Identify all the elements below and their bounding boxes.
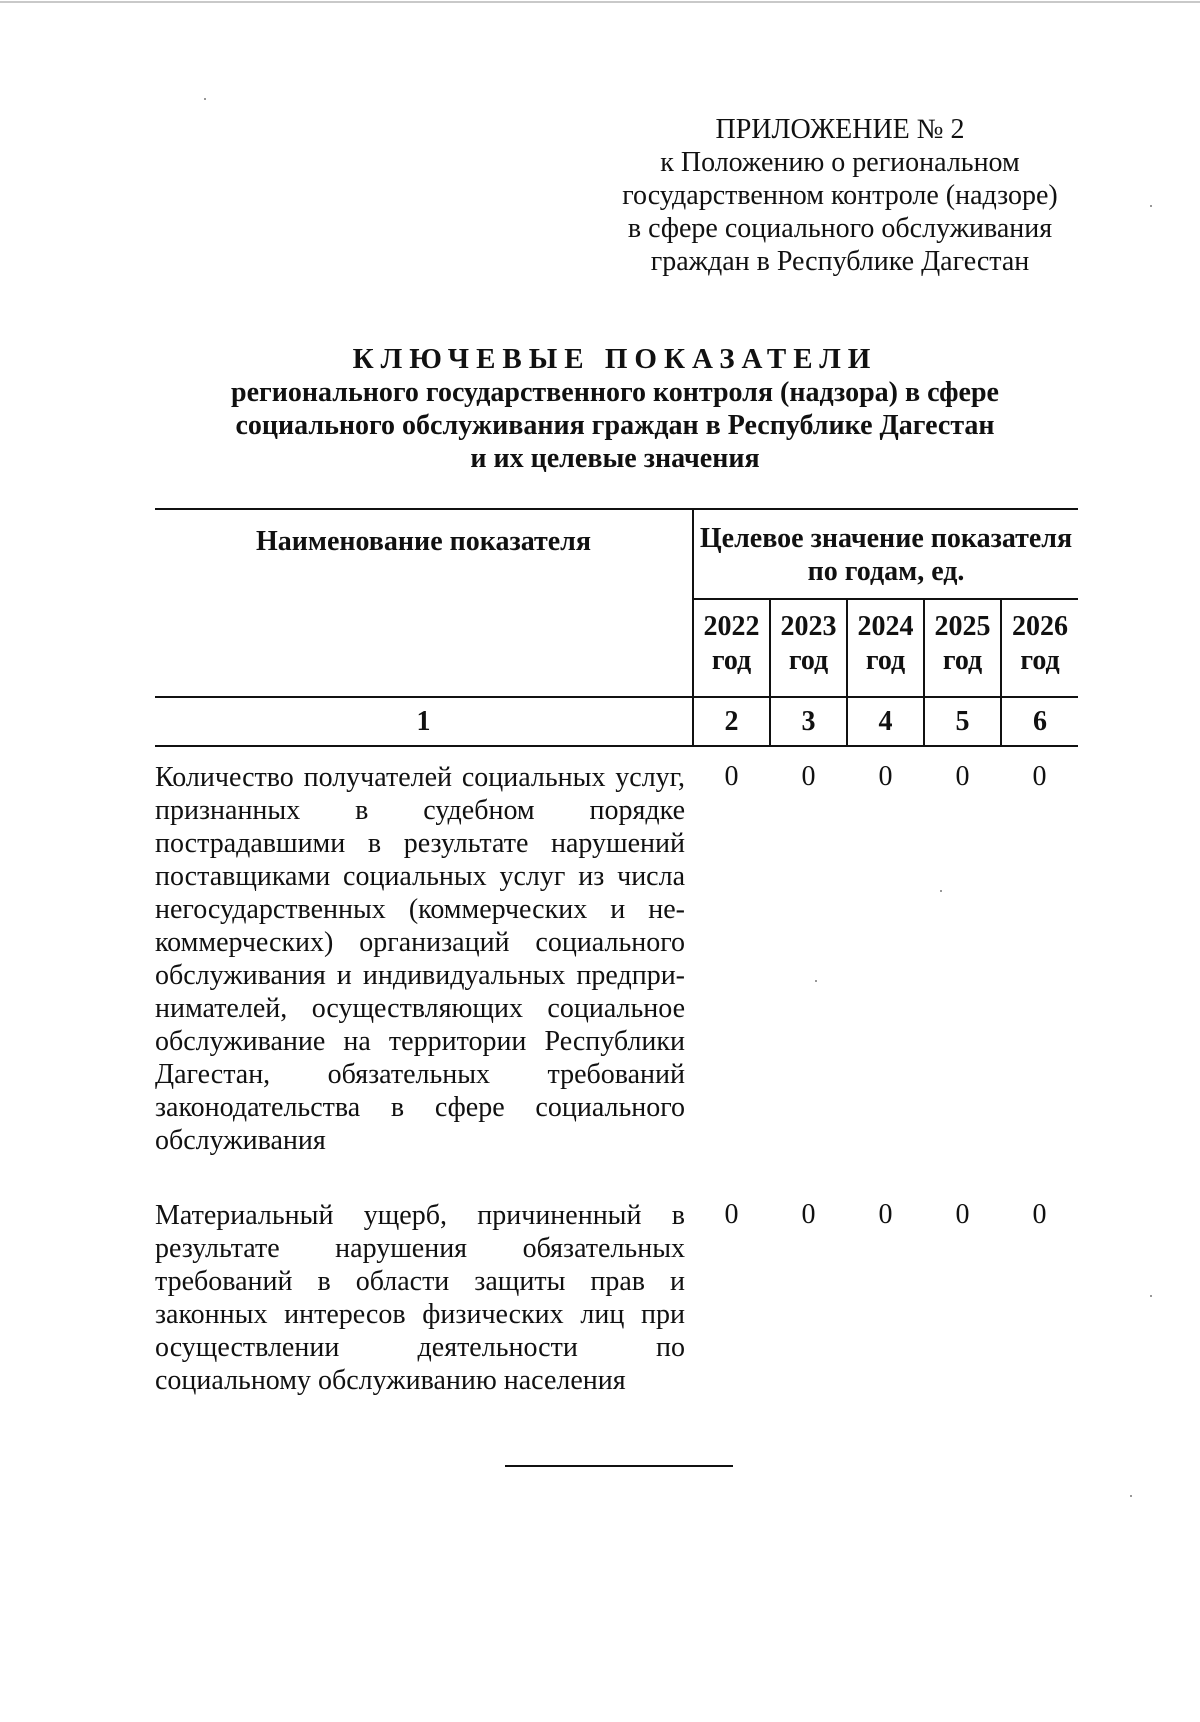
column-number-row xyxy=(155,697,1078,746)
year-unit: год xyxy=(1020,645,1060,676)
annex-block xyxy=(600,113,1080,278)
header-year xyxy=(693,599,770,697)
column-number: 4 xyxy=(847,697,924,746)
annex-line: к Положению о региональном xyxy=(660,147,1020,178)
target-value: 0 xyxy=(724,1199,739,1230)
header-year xyxy=(847,599,924,697)
year-unit: год xyxy=(711,645,752,676)
scan-speck xyxy=(1130,1495,1132,1497)
table-row xyxy=(155,1185,1078,1425)
title-caps: КЛЮЧЕВЫЕ ПОКАЗАТЕЛИ xyxy=(352,343,878,375)
target-value: 0 xyxy=(878,1199,893,1230)
header-year xyxy=(924,599,1001,697)
year-label: 2026 xyxy=(1012,611,1069,642)
table-row xyxy=(155,746,1078,1185)
indicator-name: Материальный ущерб, причиненный в результате нарушения обязательных требований в области защиты прав и законных интересов физических лиц при осуществлении деятельности по социальному обслуживанию населения xyxy=(155,1200,685,1396)
scan-speck xyxy=(204,98,206,100)
year-label: 2025 xyxy=(934,611,991,642)
annex-number: ПРИЛОЖЕНИЕ № 2 xyxy=(715,114,965,145)
year-label: 2022 xyxy=(703,611,760,642)
annex-line: граждан в Республике Дагестан xyxy=(650,246,1030,277)
year-unit: год xyxy=(788,645,829,676)
target-value: 0 xyxy=(955,761,970,792)
title-line: социального обслуживания граждан в Республике Дагестан xyxy=(235,410,995,441)
annex-line: в сфере социального обслуживания xyxy=(627,213,1053,244)
target-value: 0 xyxy=(1032,761,1047,792)
target-value: 0 xyxy=(801,1199,816,1230)
header-target-value: Целевое значение показателя по годам, ед. xyxy=(693,509,1078,599)
title-line: и их целевые значения xyxy=(470,443,760,474)
year-unit: год xyxy=(942,645,983,676)
year-label: 2023 xyxy=(780,611,837,642)
column-number: 5 xyxy=(924,697,1001,746)
header-year xyxy=(770,599,847,697)
indicators-table xyxy=(155,508,1078,1425)
header-year xyxy=(1001,599,1078,697)
scan-speck xyxy=(1150,205,1152,207)
target-value: 0 xyxy=(955,1199,970,1230)
target-value: 0 xyxy=(724,761,739,792)
column-number: 2 xyxy=(693,697,770,746)
target-value: 0 xyxy=(878,761,893,792)
end-separator-line xyxy=(505,1465,733,1467)
column-number: 6 xyxy=(1001,697,1078,746)
header-indicator-name: Наименование показателя xyxy=(155,509,693,697)
year-label: 2024 xyxy=(857,611,914,642)
year-unit: год xyxy=(865,645,906,676)
annex-line: государственном контроле (надзоре) xyxy=(622,180,1058,211)
document-title xyxy=(120,343,1110,475)
target-value: 0 xyxy=(1032,1199,1047,1230)
title-line: регионального государственного контроля (надзора) в сфере xyxy=(231,377,999,408)
target-value: 0 xyxy=(801,761,816,792)
scan-speck xyxy=(1150,1295,1152,1297)
scan-top-edge xyxy=(0,1,1200,3)
indicator-name: Количество получателей социальных услуг, признанных в судебном порядке пострадавшими в результате нарушений поставщиками социальных услуг из числа негосударственных (коммерческих и не-коммерческих) организаций социального обслуживания и индивидуальных предпри-нимателей, осуществляющих социальное обслуживание на территории Республики Дагестан, обязательных требований законодательства в сфере социального обслуживания xyxy=(155,762,685,1156)
column-number: 1 xyxy=(155,697,693,746)
column-number: 3 xyxy=(770,697,847,746)
